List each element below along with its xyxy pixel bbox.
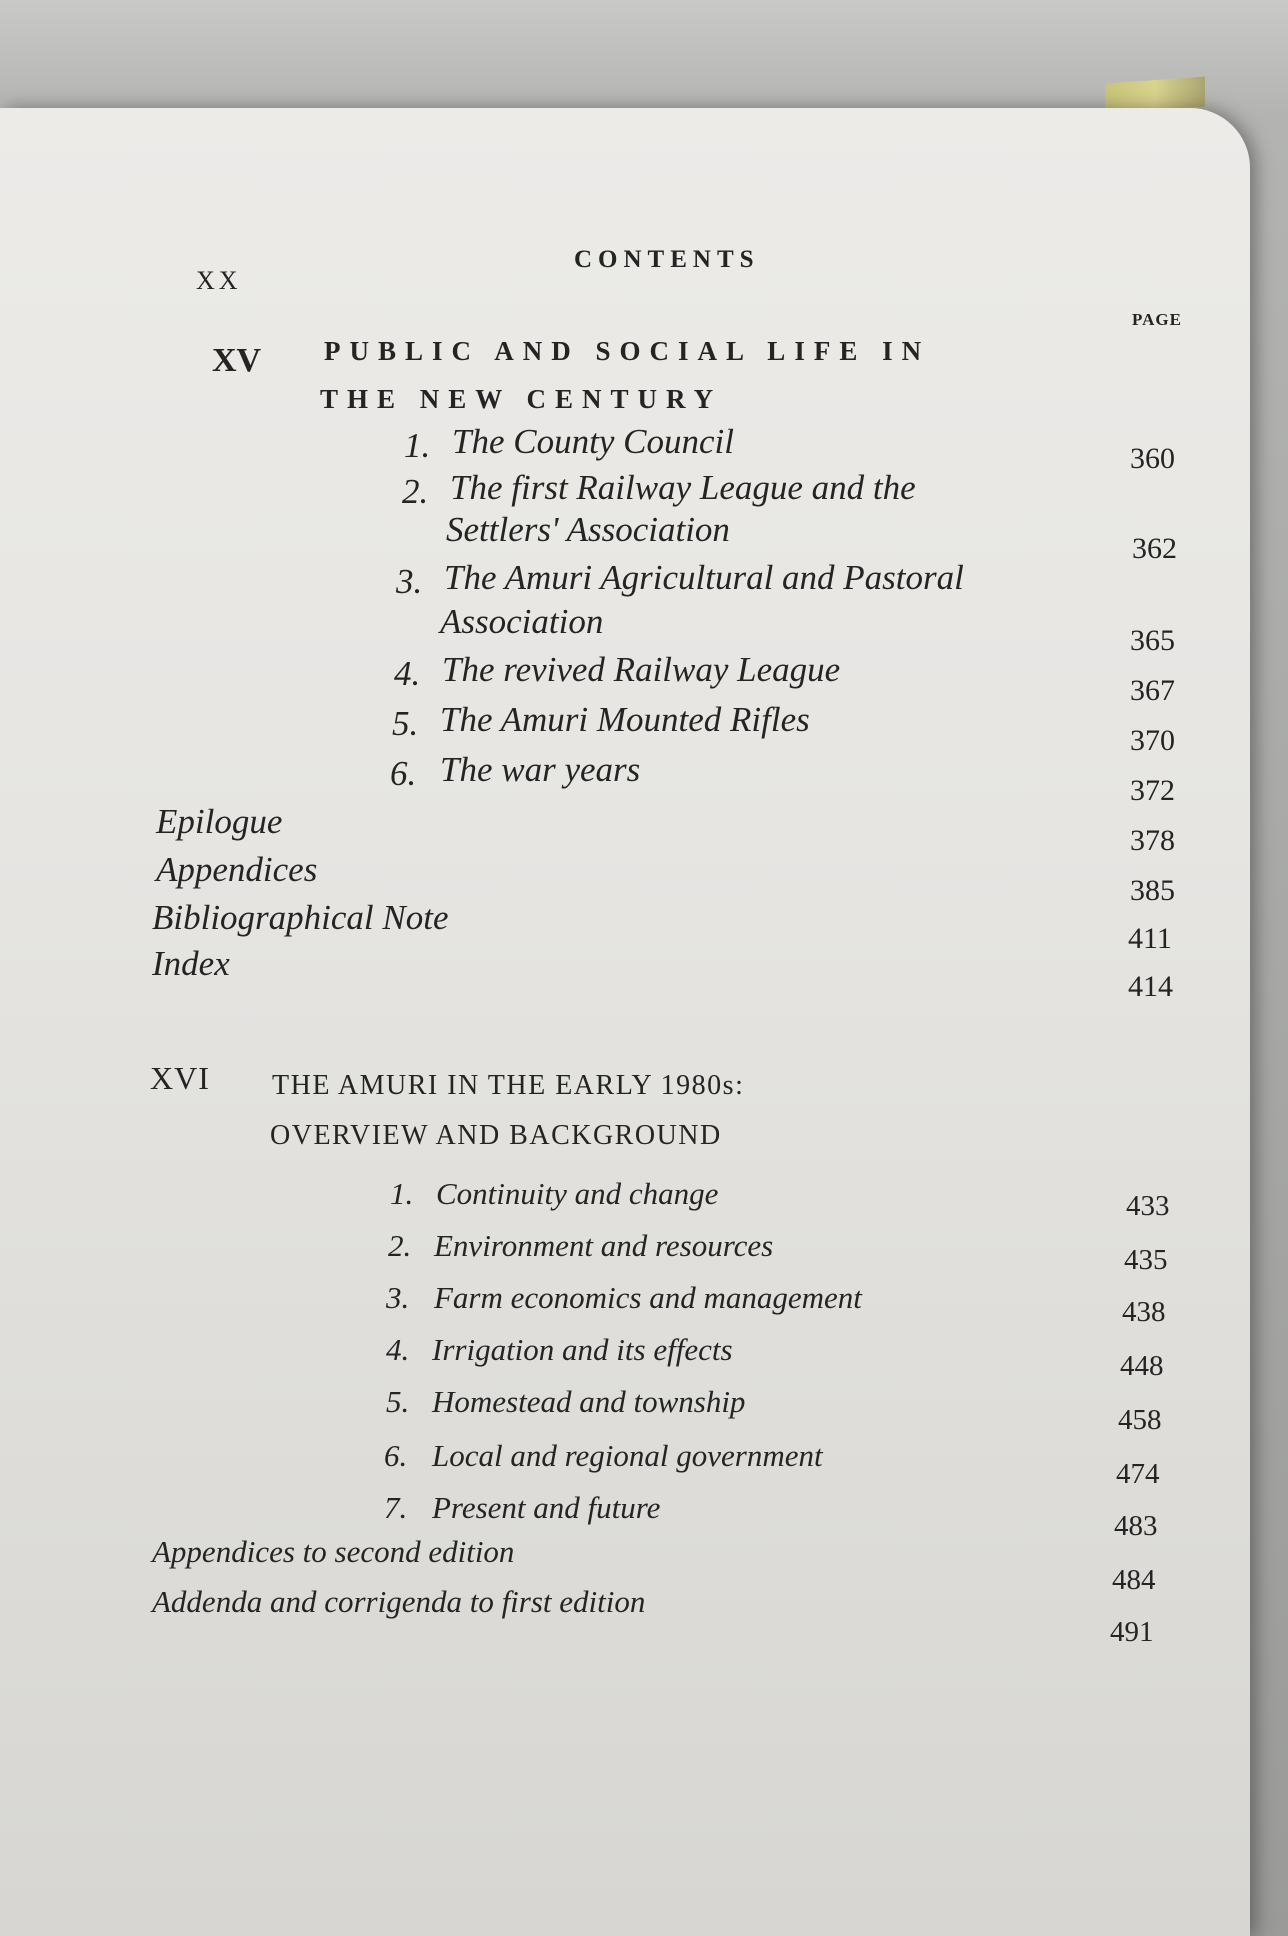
chapter-title-line: OVERVIEW AND BACKGROUND	[270, 1120, 722, 1151]
chapter-title-line: PUBLIC AND SOCIAL LIFE IN	[324, 336, 931, 366]
section-title: Present and future	[432, 1490, 661, 1525]
back-matter-title: Index	[152, 944, 230, 983]
page-number: 372	[1130, 774, 1175, 807]
chapter-title-line: THE AMURI IN THE EARLY 1980s:	[272, 1070, 745, 1101]
section-title: The Amuri Agricultural and Pastoral	[444, 558, 964, 597]
back-matter-title: Epilogue	[156, 802, 283, 841]
page-number: 370	[1130, 724, 1175, 757]
page-number: 411	[1128, 922, 1172, 955]
page-number: 433	[1126, 1190, 1170, 1222]
section-number: 2.	[388, 1228, 412, 1263]
section-number: 1.	[404, 426, 431, 465]
back-matter-title: Bibliographical Note	[152, 898, 449, 937]
page-number: 483	[1114, 1510, 1158, 1542]
page-number: 484	[1112, 1564, 1156, 1596]
page-number: 367	[1130, 674, 1175, 707]
section-title: Local and regional government	[432, 1438, 823, 1473]
book-page	[0, 108, 1250, 1936]
section-title: Irrigation and its effects	[432, 1332, 733, 1367]
section-number: 6.	[384, 1438, 408, 1473]
page-number: 448	[1120, 1350, 1164, 1382]
back-matter-title: Addenda and corrigenda to first edition	[152, 1584, 646, 1619]
section-number: 3.	[386, 1280, 410, 1315]
page-number: 378	[1130, 824, 1175, 857]
section-title: The County Council	[452, 422, 734, 461]
section-title: The war years	[440, 750, 641, 789]
section-title: The revived Railway League	[442, 650, 841, 689]
page-number: 458	[1118, 1404, 1162, 1436]
page-column-label: PAGE	[1132, 310, 1182, 329]
page-number: 385	[1130, 874, 1175, 907]
section-title: The first Railway League and the	[450, 468, 916, 507]
section-title: Environment and resources	[434, 1228, 774, 1263]
section-title-continued: Association	[440, 602, 604, 641]
section-number: 4.	[386, 1332, 410, 1367]
chapter-number: XVI	[150, 1060, 210, 1096]
running-head: CONTENTS	[574, 246, 760, 273]
section-number: 1.	[390, 1176, 414, 1211]
section-number: 5.	[386, 1384, 410, 1419]
page-number: 435	[1124, 1244, 1168, 1276]
section-number: 2.	[402, 472, 429, 511]
page-number: 362	[1132, 532, 1177, 565]
page-number: 491	[1110, 1616, 1154, 1648]
page-folio: XX	[196, 266, 242, 295]
section-title-continued: Settlers' Association	[446, 510, 730, 549]
page-number: 360	[1130, 442, 1175, 475]
section-number: 3.	[396, 562, 423, 601]
section-number: 7.	[384, 1490, 408, 1525]
section-number: 6.	[390, 754, 417, 793]
section-title: Homestead and township	[432, 1384, 746, 1419]
page-number: 365	[1130, 624, 1175, 657]
section-number: 5.	[392, 704, 419, 743]
chapter-number: XV	[212, 342, 262, 379]
page-number: 438	[1122, 1296, 1166, 1328]
page-number: 474	[1116, 1458, 1160, 1490]
section-number: 4.	[394, 654, 421, 693]
back-matter-title: Appendices to second edition	[152, 1534, 515, 1569]
page-number: 414	[1128, 970, 1173, 1003]
section-title: The Amuri Mounted Rifles	[440, 700, 810, 739]
chapter-title-line: THE NEW CENTURY	[320, 384, 723, 414]
section-title: Continuity and change	[436, 1176, 719, 1211]
section-title: Farm economics and management	[434, 1280, 862, 1315]
back-matter-title: Appendices	[156, 850, 318, 889]
